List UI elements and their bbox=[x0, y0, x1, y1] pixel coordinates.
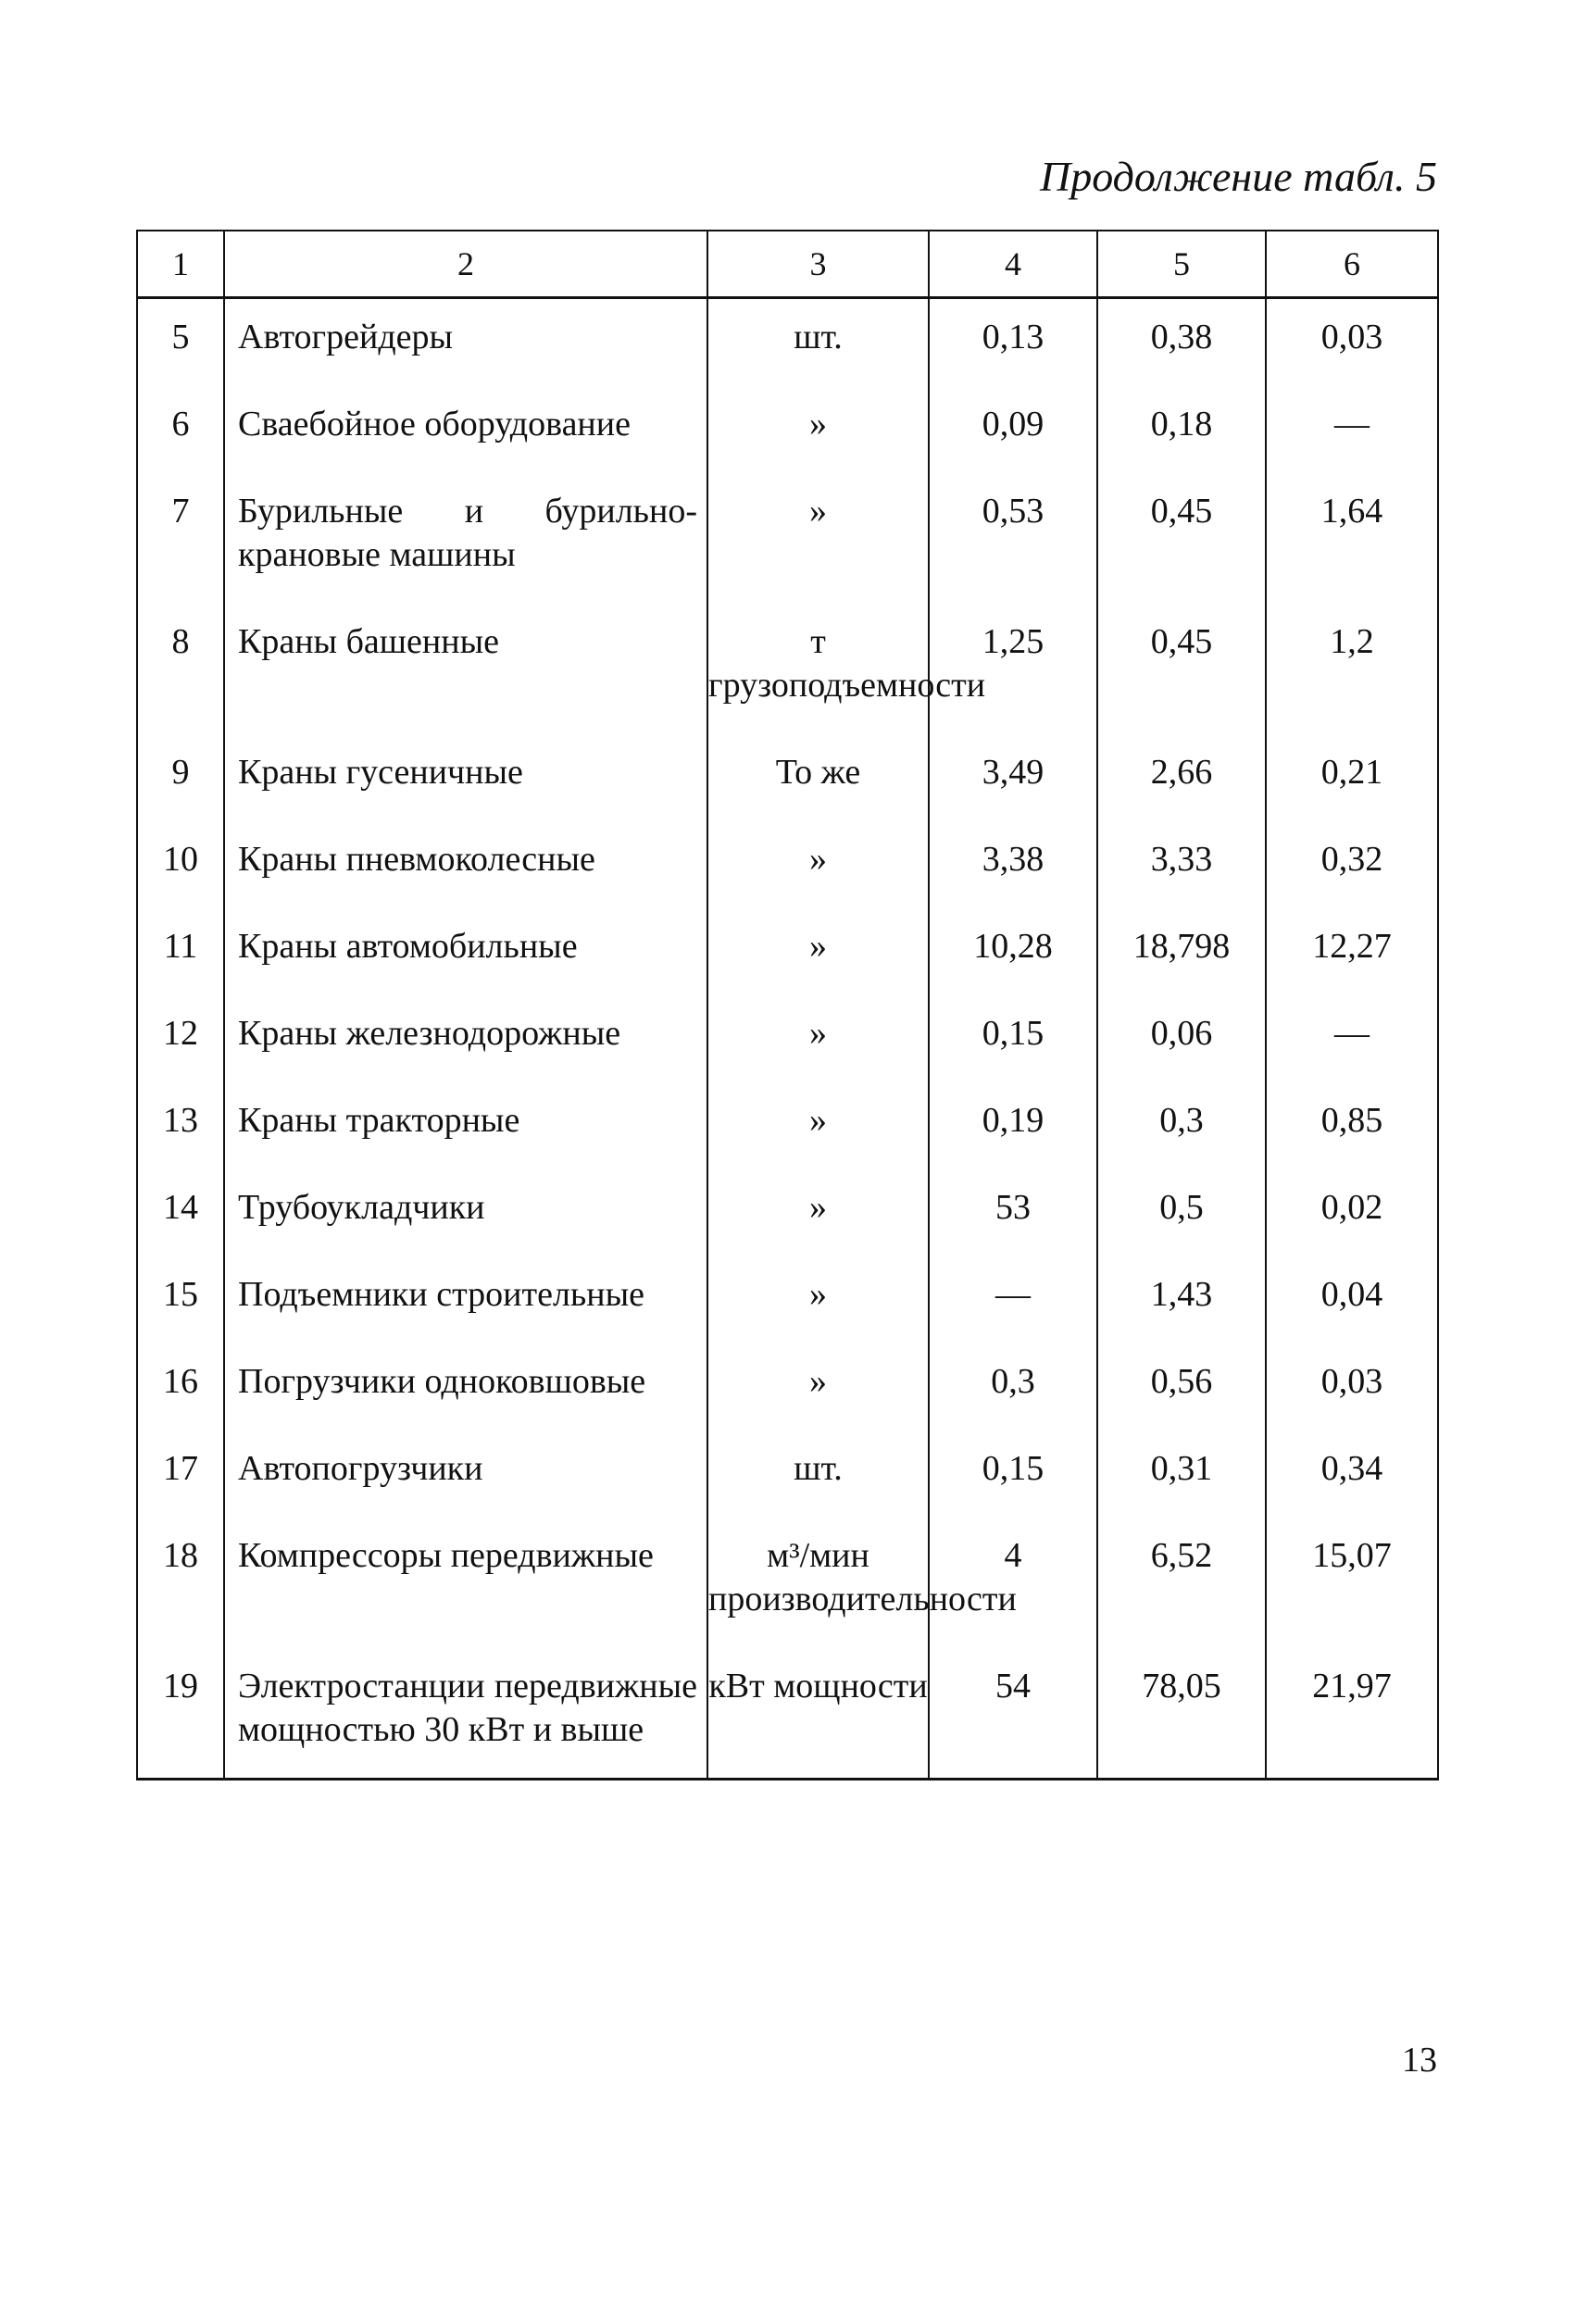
page-number: 13 bbox=[1402, 2041, 1437, 2080]
row-number: 10 bbox=[137, 831, 224, 918]
unit: шт. bbox=[707, 1440, 929, 1527]
value-col-5: 0,06 bbox=[1097, 1005, 1266, 1092]
value-col-5: 0,3 bbox=[1097, 1092, 1266, 1179]
equipment-name: Электростанции передвижные мощностью 30 кВт и выше bbox=[224, 1657, 707, 1780]
header-col-4: 4 bbox=[929, 231, 1097, 298]
value-col-6: 0,21 bbox=[1266, 743, 1438, 831]
data-table bbox=[136, 230, 1439, 1780]
value-col-5: 78,05 bbox=[1097, 1657, 1266, 1780]
value-col-5: 1,43 bbox=[1097, 1266, 1266, 1353]
value-col-6: 0,34 bbox=[1266, 1440, 1438, 1527]
equipment-name: Компрессоры передвижные bbox=[224, 1527, 707, 1657]
row-number: 13 bbox=[137, 1092, 224, 1179]
value-col-6: 15,07 bbox=[1266, 1527, 1438, 1657]
value-col-4: 0,13 bbox=[929, 298, 1097, 396]
equipment-name: Погрузчики одноковшовые bbox=[224, 1353, 707, 1440]
value-col-4: 0,53 bbox=[929, 482, 1097, 613]
value-col-6: 1,2 bbox=[1266, 613, 1438, 743]
equipment-name: Автопогрузчики bbox=[224, 1440, 707, 1527]
table-row bbox=[137, 1527, 1438, 1657]
table-row bbox=[137, 1440, 1438, 1527]
unit: » bbox=[707, 1266, 929, 1353]
value-col-4: 0,15 bbox=[929, 1440, 1097, 1527]
table-row bbox=[137, 298, 1438, 396]
equipment-name: Бурильные и бурильно-крановые машины bbox=[224, 482, 707, 613]
value-col-6: 0,04 bbox=[1266, 1266, 1438, 1353]
table-row bbox=[137, 1092, 1438, 1179]
unit: » bbox=[707, 1005, 929, 1092]
table-row bbox=[137, 1179, 1438, 1266]
unit: » bbox=[707, 482, 929, 613]
value-col-6: — bbox=[1266, 395, 1438, 482]
table-row bbox=[137, 482, 1438, 613]
row-number: 7 bbox=[137, 482, 224, 613]
table-row bbox=[137, 395, 1438, 482]
value-col-4: 54 bbox=[929, 1657, 1097, 1780]
value-col-5: 0,18 bbox=[1097, 395, 1266, 482]
row-number: 8 bbox=[137, 613, 224, 743]
table-row bbox=[137, 831, 1438, 918]
equipment-name: Автогрейдеры bbox=[224, 298, 707, 396]
value-col-4: 1,25 bbox=[929, 613, 1097, 743]
row-number: 5 bbox=[137, 298, 224, 396]
row-number: 15 bbox=[137, 1266, 224, 1353]
row-number: 6 bbox=[137, 395, 224, 482]
equipment-name: Трубоукладчики bbox=[224, 1179, 707, 1266]
row-number: 14 bbox=[137, 1179, 224, 1266]
value-col-4: 4 bbox=[929, 1527, 1097, 1657]
row-number: 18 bbox=[137, 1527, 224, 1657]
row-number: 17 bbox=[137, 1440, 224, 1527]
equipment-name: Краны тракторные bbox=[224, 1092, 707, 1179]
unit: То же bbox=[707, 743, 929, 831]
value-col-4: 0,19 bbox=[929, 1092, 1097, 1179]
value-col-4: 0,3 bbox=[929, 1353, 1097, 1440]
value-col-4: 0,15 bbox=[929, 1005, 1097, 1092]
value-col-5: 0,45 bbox=[1097, 613, 1266, 743]
equipment-name: Краны железнодорожные bbox=[224, 1005, 707, 1092]
value-col-5: 3,33 bbox=[1097, 831, 1266, 918]
header-col-2: 2 bbox=[224, 231, 707, 298]
header-col-1: 1 bbox=[137, 231, 224, 298]
value-col-5: 2,66 bbox=[1097, 743, 1266, 831]
header-col-6: 6 bbox=[1266, 231, 1438, 298]
row-number: 9 bbox=[137, 743, 224, 831]
table-row bbox=[137, 1353, 1438, 1440]
value-col-6: 21,97 bbox=[1266, 1657, 1438, 1780]
value-col-4: 53 bbox=[929, 1179, 1097, 1266]
table-row bbox=[137, 613, 1438, 743]
unit: кВт мощности bbox=[707, 1657, 929, 1780]
value-col-6: 0,32 bbox=[1266, 831, 1438, 918]
unit: » bbox=[707, 1092, 929, 1179]
unit: т грузоподъемности bbox=[707, 613, 929, 743]
value-col-5: 18,798 bbox=[1097, 918, 1266, 1005]
unit: » bbox=[707, 395, 929, 482]
value-col-6: 0,03 bbox=[1266, 298, 1438, 396]
table-row bbox=[137, 918, 1438, 1005]
value-col-4: 0,09 bbox=[929, 395, 1097, 482]
value-col-5: 0,45 bbox=[1097, 482, 1266, 613]
unit: » bbox=[707, 1179, 929, 1266]
value-col-4: — bbox=[929, 1266, 1097, 1353]
value-col-6: 0,02 bbox=[1266, 1179, 1438, 1266]
header-row bbox=[137, 231, 1438, 298]
value-col-5: 6,52 bbox=[1097, 1527, 1266, 1657]
value-col-6: 0,85 bbox=[1266, 1092, 1438, 1179]
row-number: 19 bbox=[137, 1657, 224, 1780]
value-col-4: 3,49 bbox=[929, 743, 1097, 831]
header-col-5: 5 bbox=[1097, 231, 1266, 298]
value-col-5: 0,56 bbox=[1097, 1353, 1266, 1440]
table-row bbox=[137, 1657, 1438, 1780]
unit: » bbox=[707, 1353, 929, 1440]
value-col-6: 12,27 bbox=[1266, 918, 1438, 1005]
table-row bbox=[137, 1005, 1438, 1092]
unit: » bbox=[707, 918, 929, 1005]
row-number: 16 bbox=[137, 1353, 224, 1440]
value-col-6: — bbox=[1266, 1005, 1438, 1092]
table-caption: Продолжение табл. 5 bbox=[1040, 153, 1437, 200]
equipment-name: Сваебойное оборудование bbox=[224, 395, 707, 482]
table-row bbox=[137, 1266, 1438, 1353]
row-number: 11 bbox=[137, 918, 224, 1005]
value-col-5: 0,5 bbox=[1097, 1179, 1266, 1266]
value-col-4: 3,38 bbox=[929, 831, 1097, 918]
equipment-name: Краны гусеничные bbox=[224, 743, 707, 831]
value-col-5: 0,31 bbox=[1097, 1440, 1266, 1527]
equipment-name: Краны башенные bbox=[224, 613, 707, 743]
unit: м³/мин производительности bbox=[707, 1527, 929, 1657]
header-col-3: 3 bbox=[707, 231, 929, 298]
row-number: 12 bbox=[137, 1005, 224, 1092]
value-col-6: 0,03 bbox=[1266, 1353, 1438, 1440]
value-col-6: 1,64 bbox=[1266, 482, 1438, 613]
unit: шт. bbox=[707, 298, 929, 396]
table-row bbox=[137, 743, 1438, 831]
equipment-name: Подъемники строительные bbox=[224, 1266, 707, 1353]
value-col-4: 10,28 bbox=[929, 918, 1097, 1005]
value-col-5: 0,38 bbox=[1097, 298, 1266, 396]
unit: » bbox=[707, 831, 929, 918]
equipment-name: Краны пневмоколесные bbox=[224, 831, 707, 918]
equipment-name: Краны автомобильные bbox=[224, 918, 707, 1005]
